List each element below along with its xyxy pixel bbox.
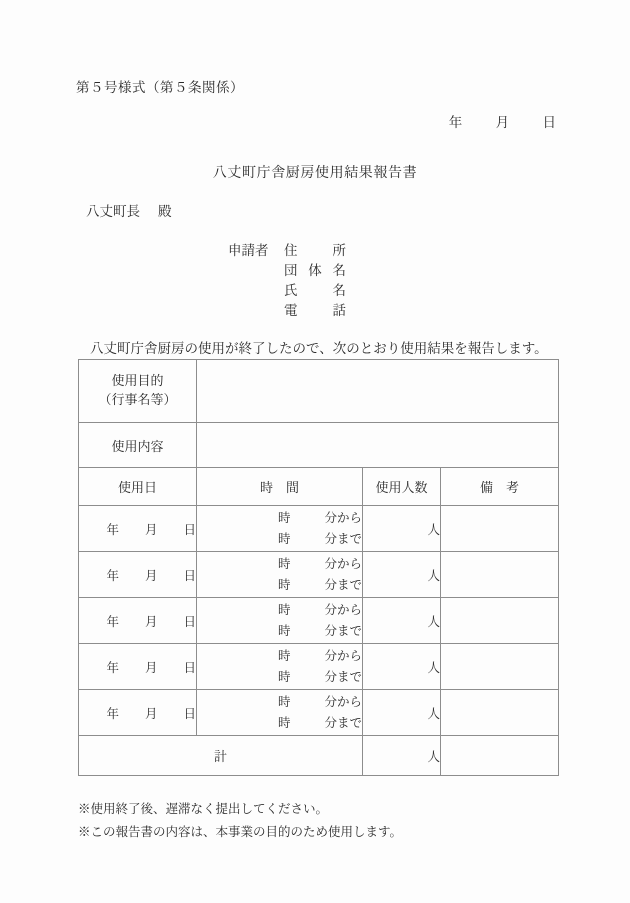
time-to-hour-label: 時 bbox=[277, 715, 291, 730]
date-month-label: 月 bbox=[144, 660, 158, 675]
addressee-honorific: 殿 bbox=[158, 204, 172, 219]
cell-use-date[interactable] bbox=[79, 598, 197, 644]
time-to-hour-label: 時 bbox=[277, 669, 291, 684]
time-to-line bbox=[197, 713, 362, 734]
date-year-label: 年 bbox=[106, 706, 119, 721]
purpose-label-line1: 使用目的 bbox=[111, 373, 164, 389]
table-header-row bbox=[79, 468, 559, 506]
date-month-label: 月 bbox=[495, 115, 510, 130]
cell-people[interactable]: 人 bbox=[363, 644, 441, 690]
cell-use-date[interactable] bbox=[79, 552, 197, 598]
cell-people[interactable]: 人 bbox=[363, 552, 441, 598]
header-note: 備 考 bbox=[441, 468, 559, 506]
table-row bbox=[79, 690, 559, 736]
date-line bbox=[449, 111, 556, 131]
form-number: 第５号様式（第５条関係） bbox=[76, 80, 244, 95]
date-month-label: 月 bbox=[144, 706, 158, 721]
applicant-row-name bbox=[228, 279, 346, 299]
time-from-hour-label: 時 bbox=[277, 694, 291, 709]
addressee bbox=[86, 200, 172, 220]
purpose-value-cell[interactable] bbox=[197, 360, 559, 423]
applicant-block bbox=[228, 239, 346, 319]
cell-use-date[interactable] bbox=[79, 690, 197, 736]
time-from-line bbox=[197, 600, 362, 621]
table-row-total bbox=[79, 736, 559, 776]
purpose-label-line2: （行事名等） bbox=[98, 392, 177, 407]
usage-report-table bbox=[78, 359, 559, 776]
time-from-hour-label: 時 bbox=[277, 602, 291, 617]
time-to-hour-label: 時 bbox=[277, 577, 291, 592]
cell-note[interactable] bbox=[441, 644, 559, 690]
time-to-min-label: 分まで bbox=[324, 669, 362, 684]
footnote-line: ※使用終了後、遅滞なく提出してください。 bbox=[78, 802, 329, 816]
cell-note[interactable] bbox=[441, 598, 559, 644]
cell-time[interactable] bbox=[197, 506, 363, 552]
applicant-label: 申請者 bbox=[228, 243, 269, 258]
purpose-label-cell bbox=[79, 360, 197, 423]
time-to-min-label: 分まで bbox=[324, 623, 362, 638]
cell-time[interactable] bbox=[197, 644, 363, 690]
cell-people[interactable]: 人 bbox=[363, 598, 441, 644]
time-to-min-label: 分まで bbox=[324, 715, 362, 730]
date-year-label: 年 bbox=[106, 614, 119, 629]
date-day-label: 日 bbox=[183, 614, 196, 629]
date-year-label: 年 bbox=[106, 568, 119, 583]
applicant-field-name: 氏 名 bbox=[284, 283, 346, 298]
table-row bbox=[79, 644, 559, 690]
date-day-label: 日 bbox=[183, 522, 196, 537]
header-people: 使用人数 bbox=[363, 468, 441, 506]
date-month-label: 月 bbox=[144, 568, 158, 583]
table-row-content bbox=[79, 423, 559, 468]
content-value-cell[interactable] bbox=[197, 423, 559, 468]
applicant-field-address: 住 所 bbox=[284, 243, 346, 258]
date-year-label: 年 bbox=[448, 115, 463, 130]
time-from-line bbox=[197, 692, 362, 713]
header-use-date: 使用日 bbox=[79, 468, 197, 506]
time-from-min-label: 分から bbox=[324, 556, 362, 571]
cell-time[interactable] bbox=[197, 598, 363, 644]
table-row bbox=[79, 506, 559, 552]
table-row bbox=[79, 598, 559, 644]
cell-use-date[interactable] bbox=[79, 644, 197, 690]
date-day-label: 日 bbox=[542, 115, 556, 130]
time-to-hour-label: 時 bbox=[277, 623, 291, 638]
cell-people[interactable]: 人 bbox=[363, 690, 441, 736]
total-note-cell[interactable] bbox=[441, 736, 559, 776]
table-row-purpose bbox=[79, 360, 559, 423]
applicant-row-address bbox=[228, 239, 346, 259]
cell-note[interactable] bbox=[441, 690, 559, 736]
date-year-label: 年 bbox=[106, 522, 119, 537]
time-from-line bbox=[197, 646, 362, 667]
applicant-field-telephone: 電 話 bbox=[284, 303, 346, 318]
date-month-label: 月 bbox=[144, 522, 158, 537]
cell-note[interactable] bbox=[441, 506, 559, 552]
date-day-label: 日 bbox=[183, 660, 196, 675]
table-row bbox=[79, 552, 559, 598]
time-to-min-label: 分まで bbox=[324, 531, 362, 546]
addressee-name: 八丈町長 bbox=[86, 204, 140, 219]
cell-time[interactable] bbox=[197, 690, 363, 736]
page-title: 八丈町庁舎厨房使用結果報告書 bbox=[212, 166, 418, 181]
time-to-line bbox=[197, 621, 362, 642]
time-to-hour-label: 時 bbox=[277, 531, 291, 546]
date-month-label: 月 bbox=[144, 614, 158, 629]
applicant-row-telephone bbox=[228, 299, 346, 319]
content-label-cell: 使用内容 bbox=[79, 423, 197, 468]
applicant-row-organization bbox=[228, 259, 346, 279]
total-people-cell[interactable]: 人 bbox=[363, 736, 441, 776]
applicant-field-organization: 団体名 bbox=[284, 263, 346, 278]
time-from-line bbox=[197, 554, 362, 575]
cell-time[interactable] bbox=[197, 552, 363, 598]
time-from-hour-label: 時 bbox=[277, 556, 291, 571]
time-from-min-label: 分から bbox=[324, 510, 362, 525]
total-label-cell: 計 bbox=[79, 736, 363, 776]
time-to-min-label: 分まで bbox=[324, 577, 362, 592]
time-to-line bbox=[197, 575, 362, 596]
cell-use-date[interactable] bbox=[79, 506, 197, 552]
time-to-line bbox=[197, 529, 362, 550]
footnote-line: ※この報告書の内容は、本事業の目的のため使用します。 bbox=[78, 825, 403, 840]
time-from-line bbox=[197, 508, 362, 529]
time-from-min-label: 分から bbox=[324, 602, 362, 617]
time-from-min-label: 分から bbox=[324, 648, 362, 663]
cell-note[interactable] bbox=[441, 552, 559, 598]
time-from-min-label: 分から bbox=[324, 694, 362, 709]
cell-people[interactable]: 人 bbox=[363, 506, 441, 552]
footnotes bbox=[78, 798, 402, 844]
date-day-label: 日 bbox=[183, 706, 196, 721]
date-day-label: 日 bbox=[183, 568, 196, 583]
date-year-label: 年 bbox=[106, 660, 119, 675]
time-from-hour-label: 時 bbox=[277, 510, 291, 525]
header-time: 時 間 bbox=[197, 468, 363, 506]
lead-text: 八丈町庁舎厨房の使用が終了したので、次のとおり使用結果を報告します。 bbox=[90, 341, 548, 356]
time-from-hour-label: 時 bbox=[277, 648, 291, 663]
time-to-line bbox=[197, 667, 362, 688]
